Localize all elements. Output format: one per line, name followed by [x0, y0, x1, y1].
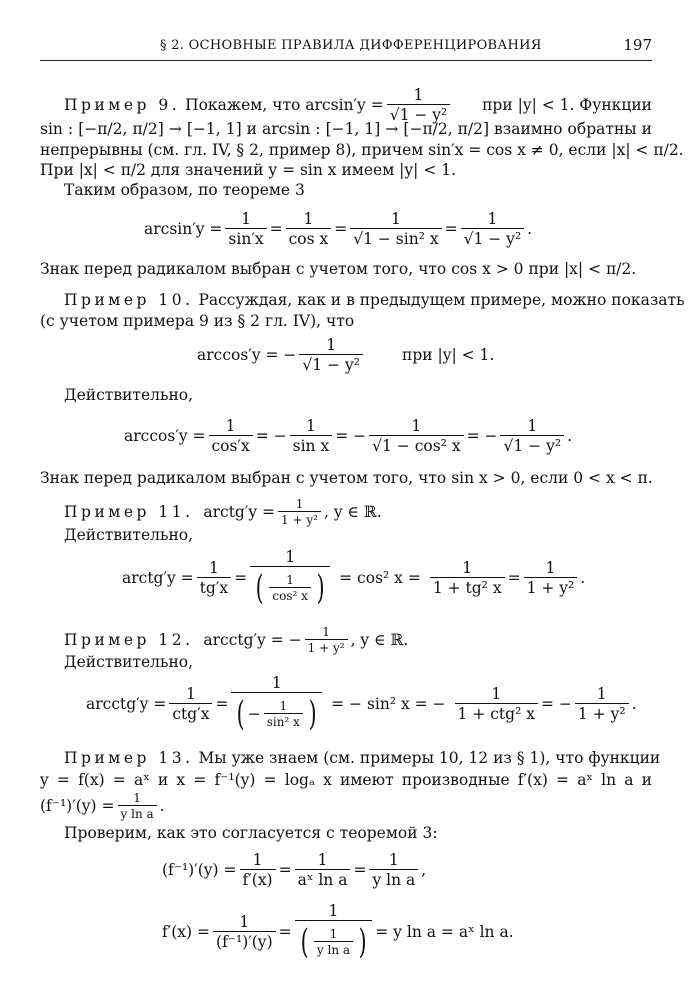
- ex9-eq-d4-wrap: √1 − y²: [461, 228, 525, 248]
- ex10-eq1-d: 1 − y²: [312, 356, 360, 374]
- ex10-line-1: [64, 290, 685, 310]
- page-number: 197: [623, 36, 652, 54]
- ex11-eq-lhs: arctg′y =: [122, 569, 194, 587]
- ex10-eq1-cond: при |y| < 1.: [401, 346, 495, 364]
- ex9-text-a: Покажем, что arcsin′y =: [185, 96, 384, 114]
- ex12-eq-n3: 1: [491, 685, 502, 703]
- ex13-l3-d: y ln a: [118, 805, 157, 821]
- ex10-text-1: Рассуждая, как и в предыдущем примере, можно показать: [198, 291, 685, 309]
- ex11-equation: arctg′y = $\frac{1}{tg'x}$ = 1 ( 1 cos² x ) = cos² x = $\frac{1}{\text{1 + tg² x}}$ = 1 1 + y² .: [122, 548, 586, 608]
- ex12-eq-d2-wrap: ( − 1 sin² x ): [231, 692, 322, 734]
- ex9-line-3: непрерывны (см. гл. IV, § 2, пример 8), причем sin′x = cos x ≠ 0, если |x| < π/2.: [40, 141, 684, 159]
- ex13-e2-tail: = y ln a = aˣ ln a.: [375, 923, 514, 941]
- ex11-eq-d3: 1 + tg² x: [430, 577, 505, 597]
- ex9-eq-n4: 1: [487, 210, 498, 228]
- ex12-eq-inner-d: sin² x: [264, 713, 303, 729]
- ex12-eq-lhs: arcctg′y =: [86, 695, 167, 713]
- ex13-e1-lhs: (f⁻¹)′(y) =: [162, 861, 237, 879]
- ex12-equation: arcctg′y = 1 ctg′x = 1 ( − 1 sin² x ) = − sin² x = − 1 1 + ctg² x = − 1 1 + y² .: [86, 674, 637, 734]
- ex12-eq-mid: = − sin² x = −: [331, 695, 446, 713]
- ex10-eq2-d3: 1 − cos² x: [382, 437, 461, 455]
- ex13-e1-n3: 1: [388, 851, 399, 869]
- ex10-eq2-d2: sin x: [290, 435, 333, 455]
- ex11-frac-n: 1: [295, 497, 304, 511]
- ex9-eq-d3-wrap: √1 − sin² x: [350, 228, 441, 248]
- ex11-eq-d1: tg′x: [197, 577, 231, 597]
- ex13-l3-n: 1: [133, 791, 141, 805]
- ex10-eq2-n3: 1: [411, 417, 422, 435]
- ex11-eq-inner-d: cos² x: [269, 587, 311, 603]
- ex9-frac-den-text: 1 − y²: [399, 106, 448, 124]
- ex12-indeed: Действительно,: [64, 653, 194, 671]
- ex12-eq-n4: 1: [596, 685, 607, 703]
- ex12-eq-d3: 1 + ctg² x: [455, 703, 538, 723]
- ex13-l3-lhs: (f⁻¹)′(y) =: [40, 797, 115, 815]
- ex9-eq-d2: cos x: [286, 228, 332, 248]
- ex13-equation-1: (f⁻¹)′(y) = $\frac{1}{f'(x)}$ = 1 aˣ ln a = 1 y ln a ,: [162, 851, 427, 889]
- ex9-eq-d3: 1 − sin² x: [363, 230, 439, 248]
- ex10-after: Знак перед радикалом выбран с учетом того, что sin x > 0, если 0 < x < π.: [40, 469, 653, 487]
- ex10-indeed: Действительно,: [64, 386, 194, 404]
- ex13-e1-d2: aˣ ln a: [295, 869, 351, 889]
- ex9-line-5: Таким образом, по теореме 3: [64, 181, 305, 199]
- ex13-e2-inner-n: 1: [329, 927, 338, 941]
- ex11-eq-d4: 1 + y²: [524, 577, 578, 597]
- ex9-frac-den: √1 − y²: [387, 104, 451, 124]
- running-header: [40, 36, 652, 61]
- ex10-eq2-lhs: arccos′y =: [124, 427, 206, 445]
- ex12-eq-d4: 1 + y²: [575, 703, 629, 723]
- ex13-e1-d1: f′(x): [240, 869, 276, 889]
- example-12-label: Пример 12.: [64, 631, 194, 649]
- ex13-check: Проверим, как это согласуется с теоремой 3:: [64, 824, 438, 842]
- ex12-frac-n: 1: [322, 625, 330, 639]
- ex10-line-2: (с учетом примера 9 из § 2 гл. IV), что: [40, 312, 355, 330]
- ex10-eq2-n4: 1: [527, 417, 538, 435]
- ex13-e1-n2: 1: [317, 851, 328, 869]
- ex11-tail: , y ∈ ℝ.: [323, 503, 382, 521]
- ex10-eq2-d3-wrap: √1 − cos² x: [369, 435, 463, 455]
- ex9-eq-d4: 1 − y²: [473, 230, 522, 248]
- ex13-text-1: Мы уже знаем (см. примеры 10, 12 из § 1), что функции: [198, 749, 661, 767]
- ex10-eq2-n1: 1: [225, 417, 236, 435]
- ex9-frac-num: 1: [413, 86, 424, 104]
- ex13-line-3: (f⁻¹)′(y) = $\frac{1}{\text{y ln a}}$ .: [40, 791, 165, 821]
- ex12-eq-inner-n: 1: [279, 699, 288, 713]
- example-10-label: Пример 10.: [64, 291, 194, 309]
- ex9-after: Знак перед радикалом выбран с учетом того, что cos x > 0 при |x| < π/2.: [40, 260, 637, 278]
- ex10-eq1-n: 1: [326, 336, 337, 354]
- ex9-equation: arcsin′y = $\frac{1}{\sin'x}$ = 1 cos x = 1 √1 − sin² x = 1 √1 − y² .: [144, 210, 533, 248]
- ex10-eq2-d4-wrap: √1 − y²: [500, 435, 564, 455]
- ex13-e2-n2: 1: [328, 902, 339, 920]
- ex13-e2-d2-wrap: ( 1 y ln a ): [295, 920, 373, 962]
- ex12-eq-n2: 1: [271, 674, 282, 692]
- ex11-frac-d: 1 + y²: [278, 511, 321, 527]
- ex10-eq1-lhs: arccos′y = −: [197, 346, 297, 364]
- ex13-equation-2: f′(x) = $\frac{1}{\text{(f⁻¹)′(y)}}$ = 1 ( 1 y ln a ) = y ln a = aˣ ln a.: [162, 902, 514, 962]
- ex13-e2-lhs: f′(x) =: [162, 923, 211, 941]
- example-9-label: Пример 9.: [64, 96, 181, 114]
- ex9-eq-n1: 1: [241, 210, 251, 228]
- ex10-eq2-d4: 1 − y²: [513, 437, 562, 455]
- ex13-e2-n1: 1: [239, 913, 250, 931]
- example-11-label: Пример 11.: [64, 503, 194, 521]
- ex9-eq-n3: 1: [390, 210, 401, 228]
- ex13-e2-inner-d: y ln a: [314, 941, 353, 957]
- ex12-tail: , y ∈ ℝ.: [350, 631, 409, 649]
- page: [40, 0, 685, 1000]
- ex12-frac-d: 1 + y²: [305, 639, 348, 655]
- ex11-indeed: Действительно,: [64, 526, 194, 544]
- ex12-eq-n1: 1: [185, 685, 196, 703]
- example-13-label: Пример 13.: [64, 749, 194, 767]
- ex11-eq-n1: 1: [208, 559, 219, 577]
- ex12-text: arcctg′y = −: [203, 631, 302, 649]
- ex11-eq-n4: 1: [545, 559, 556, 577]
- ex13-line-2: y = f(x) = aˣ и x = f⁻¹(y) = logₐ x имеют производные f′(x) = aˣ ln a и: [40, 771, 652, 789]
- ex10-eq2-n2: 1: [305, 417, 316, 435]
- ex9-eq-lhs: arcsin′y =: [144, 220, 223, 238]
- ex11-eq-inner-n: 1: [286, 573, 294, 587]
- ex10-eq1-d-wrap: √1 − y²: [299, 354, 363, 374]
- ex9-eq-d1: sin′x: [225, 228, 266, 248]
- ex9-line-4: При |x| < π/2 для значений y = sin x имеем |y| < 1.: [40, 161, 457, 179]
- ex10-eq2-d1: cos′x: [209, 435, 253, 455]
- ex9-text-b: при |y| < 1. Функции: [482, 96, 652, 114]
- ex9-eq-n2: 1: [303, 210, 314, 228]
- ex11-eq-mid: = cos² x =: [339, 569, 421, 587]
- ex11-text: arctg′y =: [203, 503, 276, 521]
- ex11-eq-n2: 1: [285, 548, 296, 566]
- ex13-line-1: [64, 748, 661, 768]
- ex11-eq-n3: 1: [462, 559, 473, 577]
- ex10-equation-2: arccos′y = $\frac{1}{\cos'x}$ = − 1 sin x = − 1 √1 − cos² x = − 1 √1 − y² .: [124, 417, 572, 455]
- ex13-e2-d1: (f⁻¹)′(y): [213, 931, 276, 951]
- ex13-e1-d3: y ln a: [369, 869, 418, 889]
- ex11-eq-d2-wrap: ( 1 cos² x ): [250, 566, 330, 608]
- header-section-title: § 2. ОСНОВНЫЕ ПРАВИЛА ДИФФЕРЕНЦИРОВАНИЯ: [160, 38, 542, 53]
- ex9-line-2: sin : [−π/2, π/2] → [−1, 1] и arcsin : [−1, 1] → [−π/2, π/2] взаимно обратны и: [40, 120, 652, 138]
- ex12-eq-d1: ctg′x: [169, 703, 212, 723]
- ex10-equation-1: [197, 332, 494, 378]
- ex13-e1-n1: 1: [252, 851, 263, 869]
